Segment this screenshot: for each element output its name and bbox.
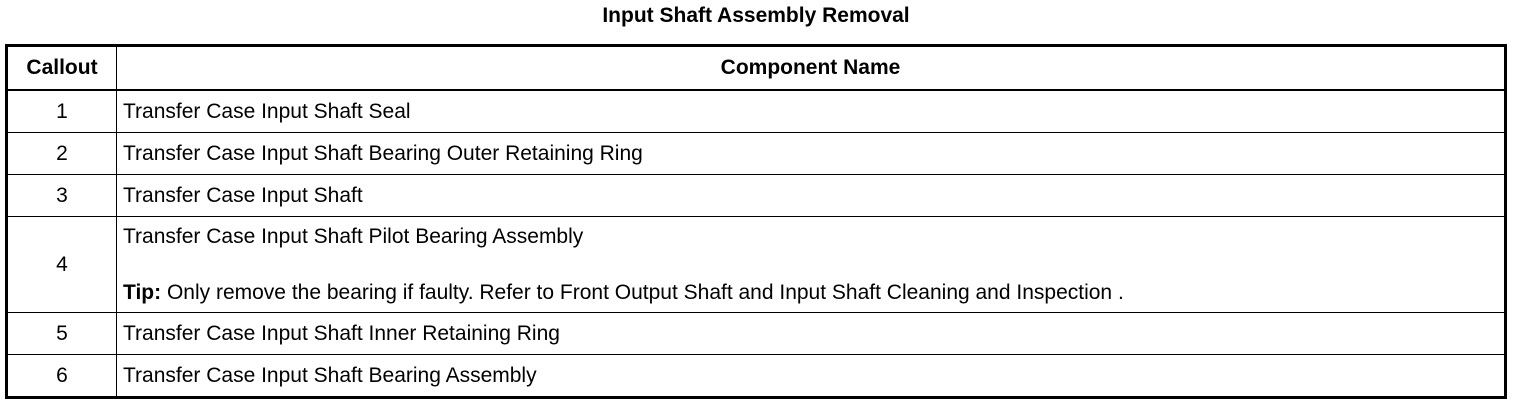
callout-number: 3 <box>7 175 117 217</box>
component-name: Transfer Case Input Shaft Inner Retaining Ring <box>117 313 1506 355</box>
component-cell <box>117 217 1506 313</box>
tip-label: Tip: <box>123 280 162 304</box>
table-header-row <box>7 46 1506 91</box>
callout-number: 1 <box>7 90 117 133</box>
table-row <box>7 90 1506 133</box>
document-title: Input Shaft Assembly Removal <box>602 4 910 27</box>
table-row <box>7 313 1506 355</box>
component-name: Transfer Case Input Shaft Bearing Outer Retaining Ring <box>117 133 1506 175</box>
header-callout: Callout <box>7 46 117 91</box>
header-component-name: Component Name <box>117 46 1506 91</box>
table-row <box>7 217 1506 313</box>
component-name: Transfer Case Input Shaft Bearing Assembly <box>117 355 1506 398</box>
tip-note <box>123 281 1498 305</box>
component-name: Transfer Case Input Shaft Seal <box>117 90 1506 133</box>
component-name: Transfer Case Input Shaft Pilot Bearing Assembly <box>123 224 584 248</box>
callout-number: 4 <box>7 217 117 313</box>
callout-number: 2 <box>7 133 117 175</box>
callout-number: 5 <box>7 313 117 355</box>
tip-text: Only remove the bearing if faulty. Refer to Front Output Shaft and Input Shaft Cleaning and Inspection . <box>161 280 1124 304</box>
table-row <box>7 355 1506 398</box>
table-row <box>7 133 1506 175</box>
table-row <box>7 175 1506 217</box>
callout-table <box>5 44 1507 399</box>
callout-number: 6 <box>7 355 117 398</box>
component-name: Transfer Case Input Shaft <box>117 175 1506 217</box>
